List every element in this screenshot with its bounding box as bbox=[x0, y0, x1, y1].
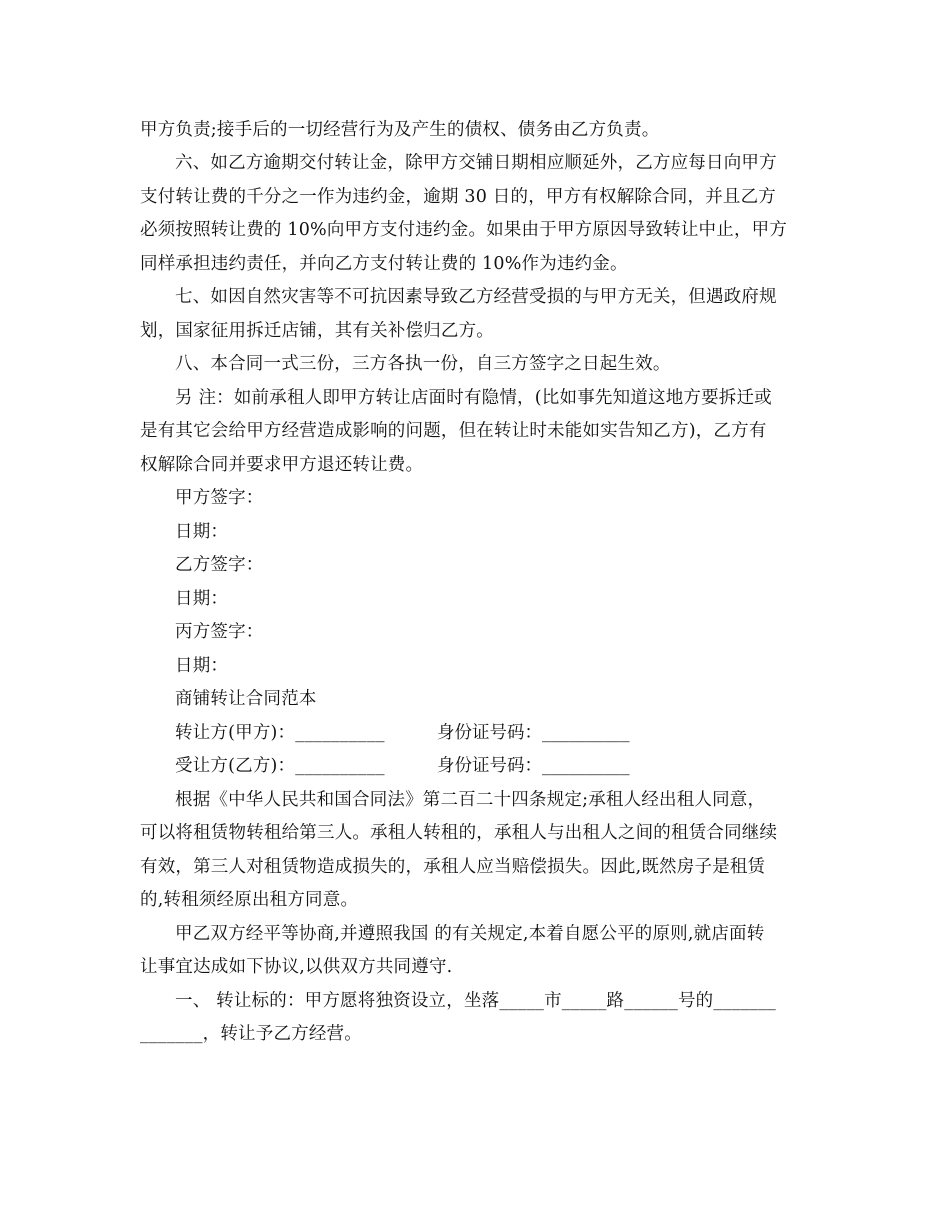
date-label: 日期： bbox=[175, 656, 229, 676]
party-c-signature-label: 丙方签字： bbox=[175, 622, 264, 642]
legal-basis-paragraph: 根据《中华人民共和国合同法》第二百二十四条规定;承租人经出租人同意， bbox=[175, 790, 766, 810]
clause-one: 一、 转让标的：甲方愿将独资设立，坐落_____市_____路______号的_______ bbox=[175, 991, 777, 1011]
party-a-signature-label: 甲方签字： bbox=[175, 488, 264, 508]
text-line: 让事宜达成如下协议,以供双方共同遵守. bbox=[140, 957, 453, 977]
clause-seven: 七、如因自然灾害等不可抗因素导致乙方经营受损的与甲方无关，但遇政府规 bbox=[175, 287, 777, 307]
clause-eight: 八、本合同一式三份，三方各执一份，自三方签字之日起生效。 bbox=[175, 354, 671, 374]
text-line: 是有其它会给甲方经营造成影响的问题，但在转让时未能如实告知乙方)，乙方有 bbox=[140, 421, 767, 441]
transferor-id-field: 身份证号码：__________ bbox=[437, 723, 630, 743]
transferee-id-field: 身份证号码：__________ bbox=[437, 756, 630, 776]
text-line: 支付转让费的千分之一作为违约金，逾期 30 日的，甲方有权解除合同，并且乙方 bbox=[140, 187, 776, 207]
text-line: 必须按照转让费的 10%向甲方支付违约金。如果由于甲方原因导致转让中止，甲方 bbox=[140, 220, 788, 240]
text-line: 划，国家征用拆迁店铺，其有关补偿归乙方。 bbox=[140, 321, 494, 341]
text-line: 的,转租须经原出租方同意。 bbox=[140, 890, 359, 910]
date-label: 日期： bbox=[175, 522, 229, 542]
text-line: 同样承担违约责任，并向乙方支付转让费的 10%作为违约金。 bbox=[140, 254, 628, 274]
text-line: 权解除合同并要求甲方退还转让费。 bbox=[140, 455, 424, 475]
text-line: _______，转让予乙方经营。 bbox=[140, 1024, 362, 1044]
transferor-field: 转让方(甲方)：__________ bbox=[175, 723, 385, 743]
clause-six: 六、如乙方逾期交付转让金，除甲方交铺日期相应顺延外，乙方应每日向甲方 bbox=[175, 153, 777, 173]
text-line: 可以将租赁物转租给第三人。承租人转租的，承租人与出租人之间的租赁合同继续 bbox=[140, 823, 778, 843]
note-paragraph: 另 注：如前承租人即甲方转让店面时有隐情，(比如事先知道这地方要拆迁或 bbox=[175, 388, 772, 408]
transferee-field: 受让方(乙方)：__________ bbox=[175, 756, 385, 776]
section-title: 商铺转让合同范本 bbox=[175, 689, 317, 709]
text-line: 甲方负责;接手后的一切经营行为及产生的债权、债务由乙方负责。 bbox=[140, 120, 660, 140]
party-b-signature-label: 乙方签字： bbox=[175, 555, 264, 575]
agreement-paragraph: 甲乙双方经平等协商,并遵照我国 的有关规定,本着自愿公平的原则,就店面转 bbox=[175, 924, 765, 944]
text-line: 有效，第三人对租赁物造成损失的，承租人应当赔偿损失。因此,既然房子是租赁 bbox=[140, 857, 766, 877]
date-label: 日期： bbox=[175, 589, 229, 609]
